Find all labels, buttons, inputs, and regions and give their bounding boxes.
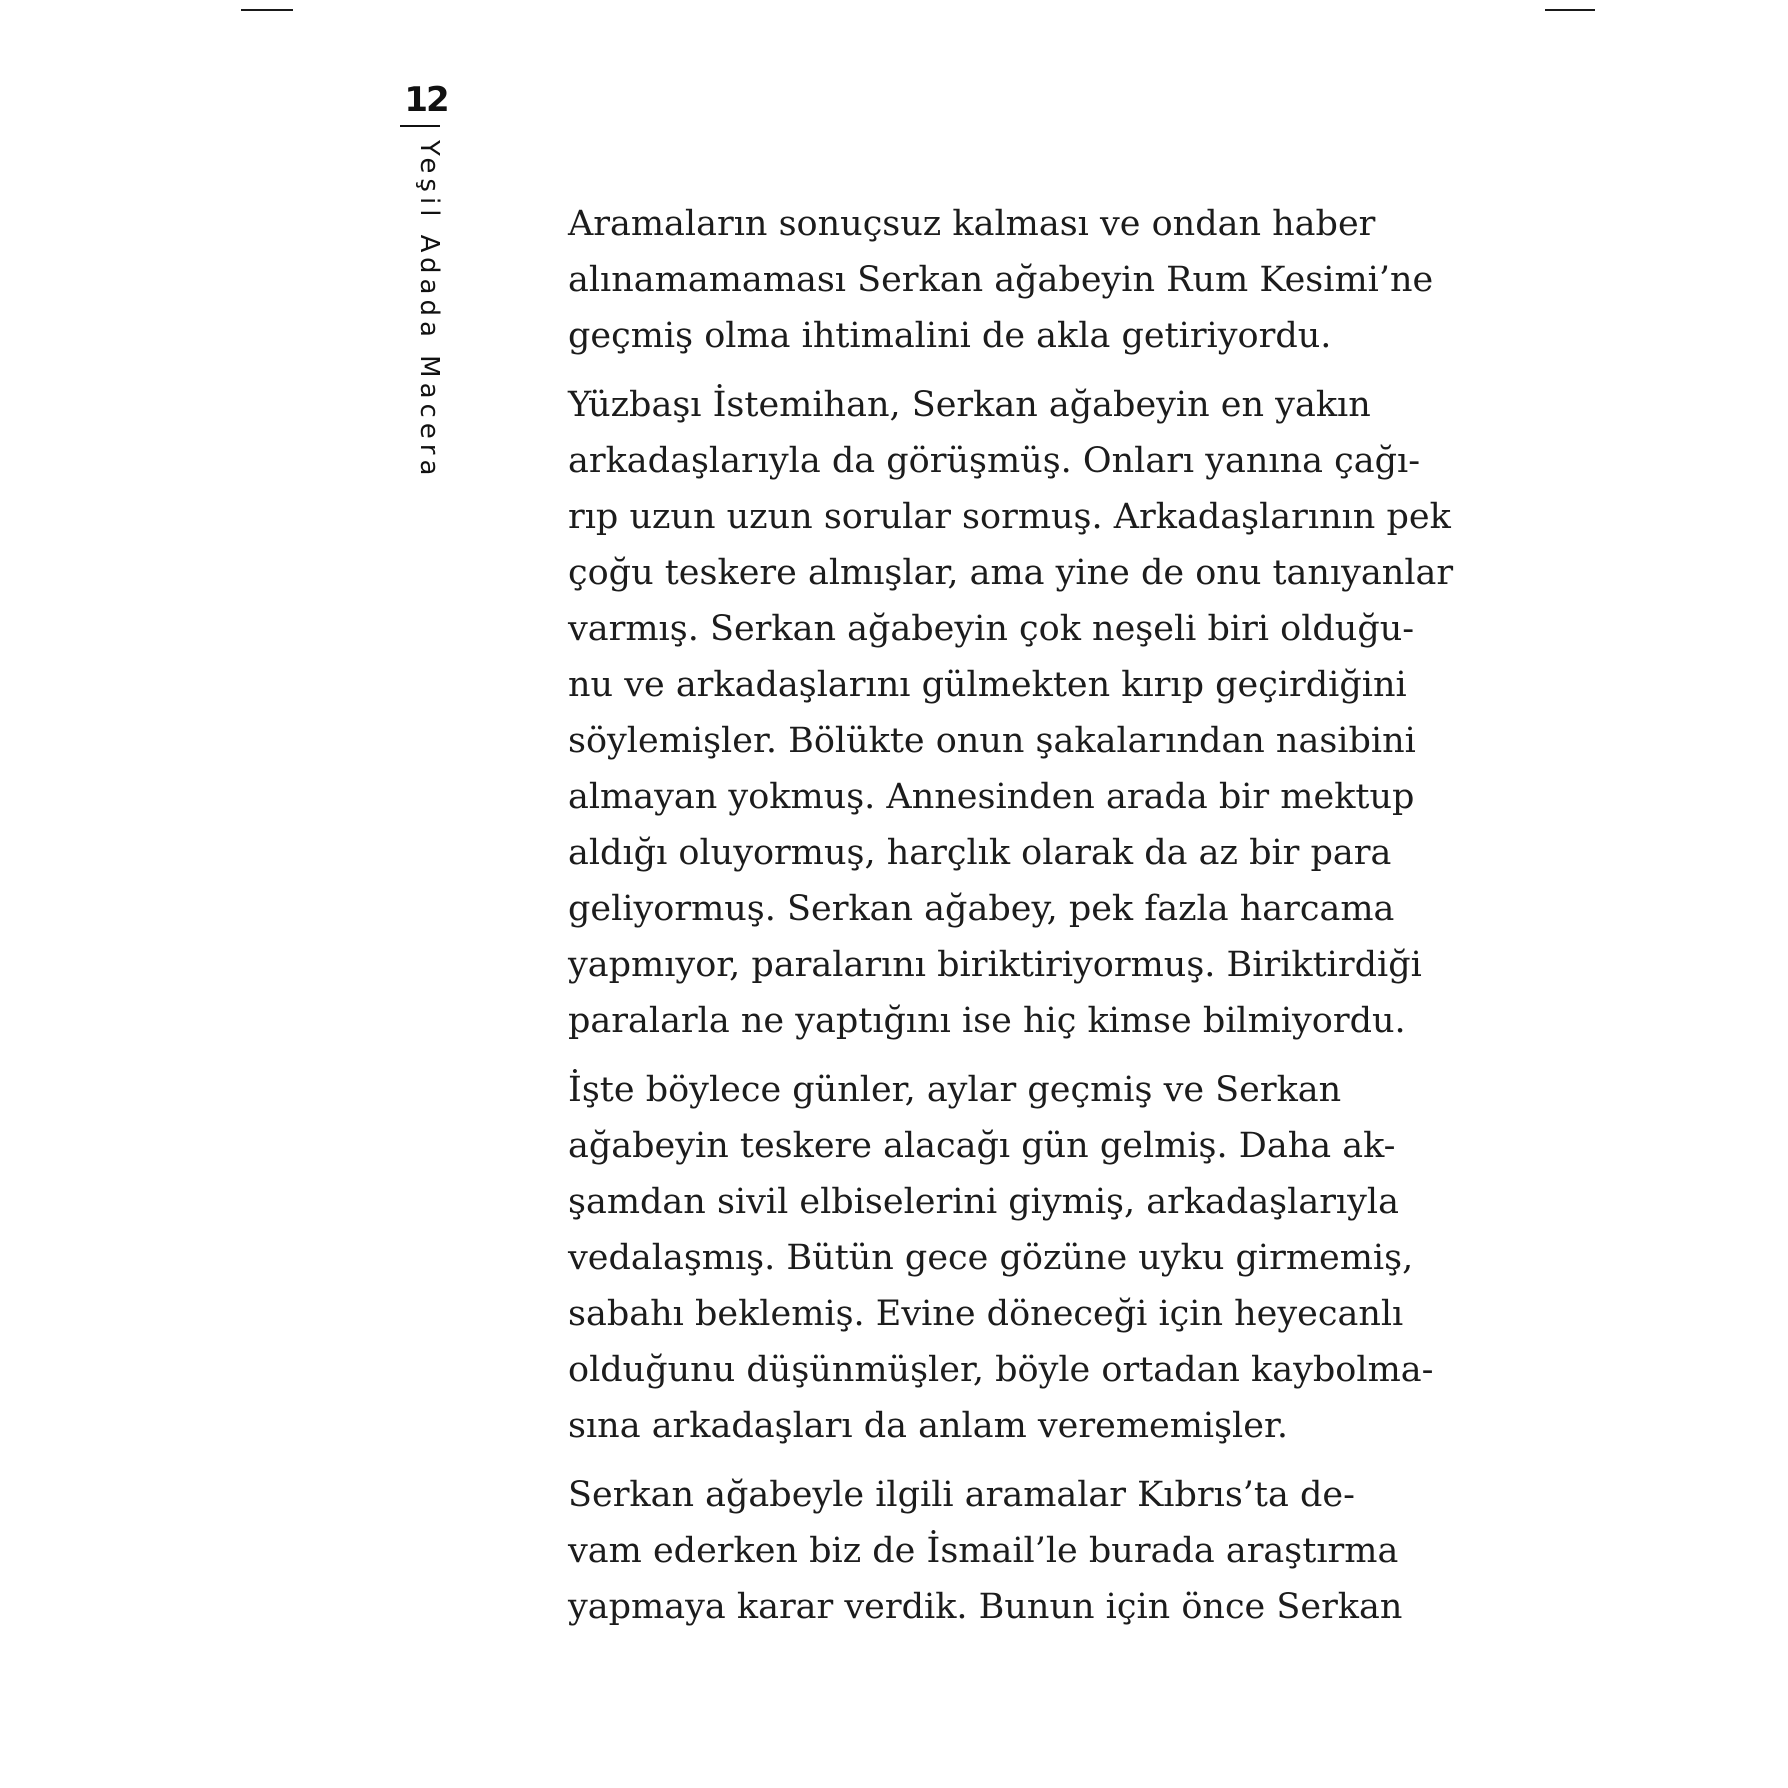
text-line: aldığı oluyormuş, harçlık olarak da az bir para	[568, 833, 1392, 873]
text-line: varmış. Serkan ağabeyin çok neşeli biri olduğu-	[568, 609, 1415, 649]
text-line: geliyormuş. Serkan ağabey, pek fazla harcama	[568, 889, 1395, 929]
text-line: yapmıyor, paralarını biriktiriyormuş. Biriktirdiği	[568, 945, 1422, 985]
text-line: şamdan sivil elbiselerini giymiş, arkadaşlarıyla	[568, 1182, 1399, 1222]
header-rule	[400, 125, 440, 127]
text-line: arkadaşlarıyla da görüşmüş. Onları yanına çağı-	[568, 441, 1421, 481]
text-line: yapmaya karar verdik. Bunun için önce Serkan	[568, 1587, 1403, 1627]
paragraph	[522, 1467, 1403, 1635]
text-line: Yüzbaşı İstemihan, Serkan ağabeyin en yakın	[568, 385, 1371, 425]
text-line: Serkan ağabeyle ilgili aramalar Kıbrıs’ta de-	[568, 1475, 1355, 1515]
text-line: ağabeyin teskere alacağı gün gelmiş. Daha ak-	[568, 1126, 1396, 1166]
paragraph	[522, 196, 1434, 364]
text-line: olduğunu düşünmüşler, böyle ortadan kaybolma-	[568, 1350, 1434, 1390]
text-line: Aramaların sonuçsuz kalması ve ondan haber	[568, 204, 1376, 244]
paragraph	[522, 377, 1454, 1049]
text-line: çoğu teskere almışlar, ama yine de onu tanıyanlar	[568, 553, 1454, 593]
text-line: nu ve arkadaşlarını gülmekten kırıp geçirdiğini	[568, 665, 1407, 705]
paragraph	[522, 1062, 1434, 1454]
text-line: sına arkadaşları da anlam verememişler.	[568, 1406, 1288, 1446]
page-number: 12	[404, 80, 448, 120]
text-line: sabahı beklemiş. Evine döneceği için heyecanlı	[568, 1294, 1404, 1334]
text-line: vedalaşmış. Bütün gece gözüne uyku girmemiş,	[568, 1238, 1414, 1278]
text-line: rıp uzun uzun sorular sormuş. Arkadaşlarının pek	[568, 497, 1451, 537]
text-line: söylemişler. Bölükte onun şakalarından nasibini	[568, 721, 1416, 761]
text-line: almayan yokmuş. Annesinden arada bir mektup	[568, 777, 1415, 817]
text-line: paralarla ne yaptığını ise hiç kimse bilmiyordu.	[568, 1001, 1406, 1041]
text-line: vam ederken biz de İsmail’le burada araştırma	[568, 1531, 1399, 1571]
book-title: Yeşil Adada Macera	[414, 140, 444, 481]
text-line: alınamamaması Serkan ağabeyin Rum Kesimi’ne	[568, 260, 1434, 300]
crop-mark-left	[241, 9, 293, 11]
crop-mark-right	[1545, 9, 1595, 11]
text-line: geçmiş olma ihtimalini de akla getiriyordu.	[568, 316, 1332, 356]
body-text	[522, 196, 1454, 1648]
text-line: İşte böylece günler, aylar geçmiş ve Serkan	[568, 1070, 1342, 1110]
